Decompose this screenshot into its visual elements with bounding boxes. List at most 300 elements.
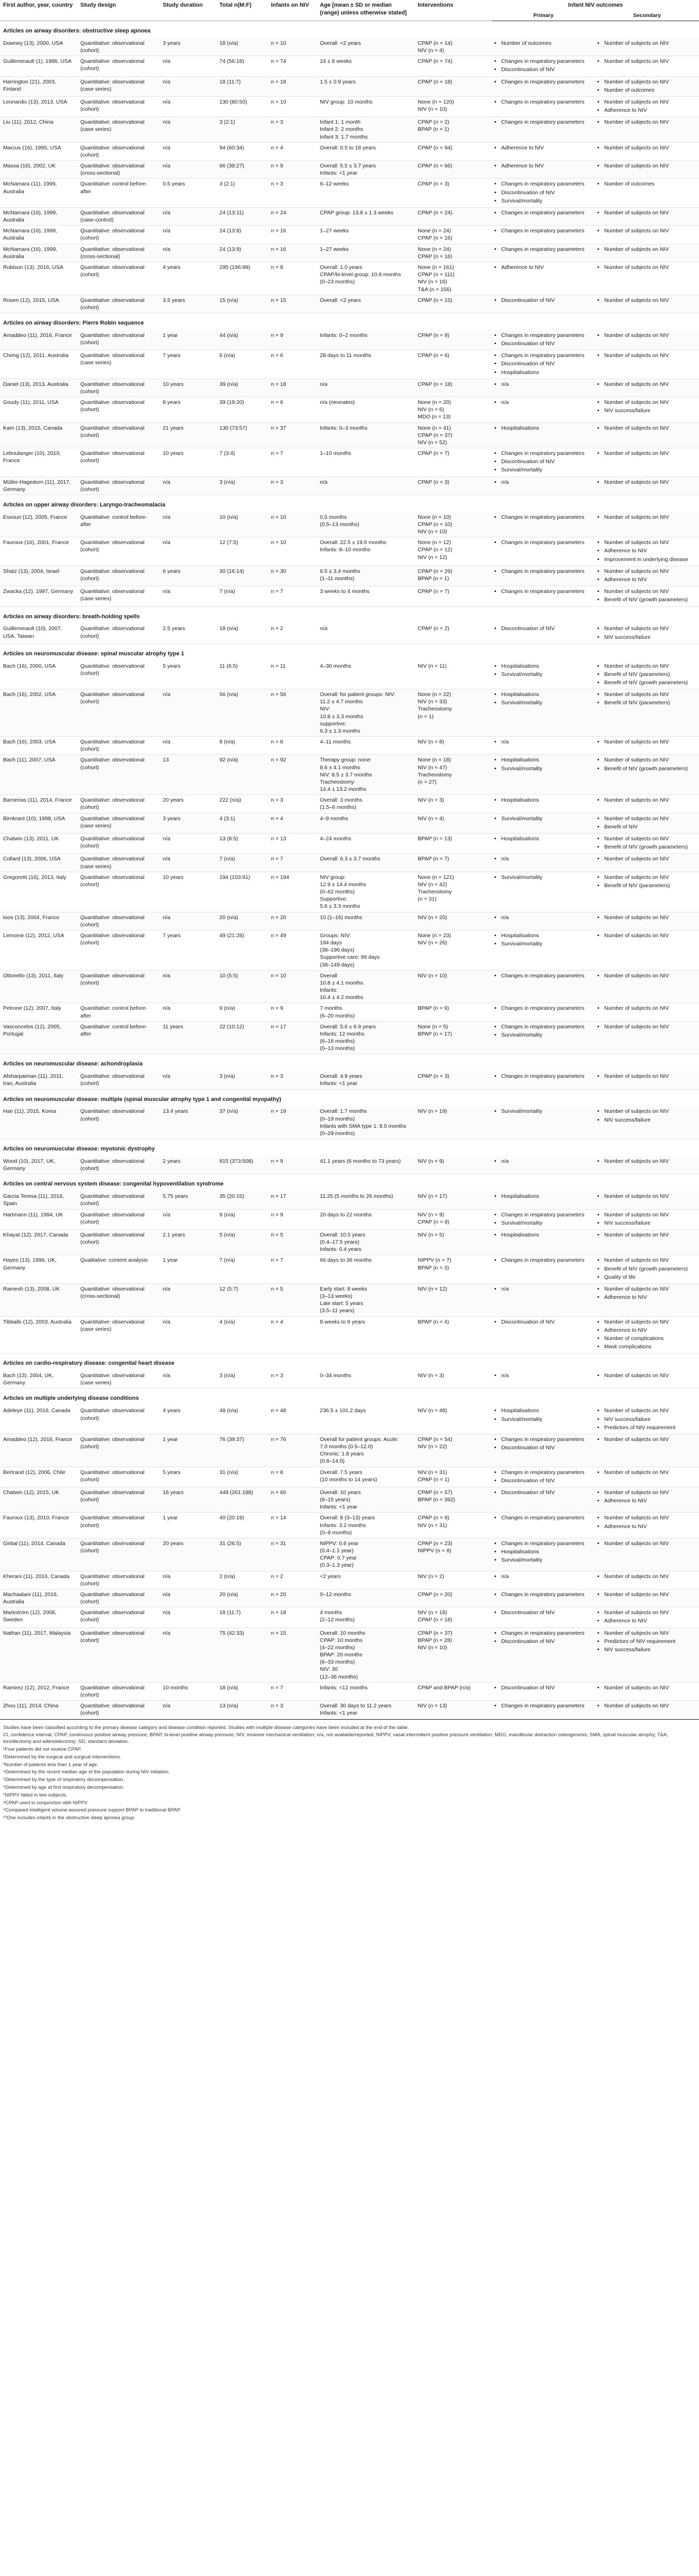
cell-infants: n = 74: [268, 56, 317, 76]
outcome-item: • Changes in respiratory parameters: [501, 58, 592, 65]
cell-age: Overall: for patient groups: NIV: 11.2 ± 4.7 months NIV: 10.8 ± 3.3 months supportive: 6.3 ± 1.3 months: [317, 689, 415, 737]
cell-design: Quantitative: observational (cohort): [77, 1191, 160, 1209]
cell-age: Overall: 5.6 ± 6.9 years Infants: 12 months (6–18 months) (0–13 months): [317, 1021, 415, 1054]
outcome-item: • Number of subjects on NIV: [604, 1211, 696, 1218]
cell-interventions: None (n = 120) NIV (n = 10): [415, 96, 492, 116]
cell-duration: n/a: [160, 586, 216, 606]
outcome-item: • Number of subjects on NIV: [604, 1591, 696, 1598]
table-row: [0, 56, 699, 76]
cell-design: Quantitative: observational (cohort): [77, 661, 160, 689]
cell-author: Rosen (12), 2015, USA: [0, 295, 77, 313]
outcome-item: • Quality of life: [604, 1274, 696, 1281]
cell-design: Quantitative: observational (case series): [77, 1370, 160, 1388]
primary-outcome-list: [495, 874, 592, 881]
table-row: [0, 813, 699, 833]
cell-design: Quantitative: observational (cohort): [77, 262, 160, 295]
cell-primary-outcomes: [492, 1209, 595, 1229]
outcome-item: • Benefit of NIV (parameters): [604, 671, 696, 678]
table-row: [0, 1370, 699, 1388]
cell-total: 2 (n/a): [216, 1571, 268, 1589]
cell-infants: n = 56: [268, 689, 317, 737]
cell-author: Wood (10), 2017, UK, Germany: [0, 1156, 77, 1174]
cell-primary-outcomes: [492, 755, 595, 795]
cell-design: Quantitative: control before-after: [77, 1021, 160, 1054]
cell-primary-outcomes: [492, 1434, 595, 1467]
outcome-item: • Hospitalisations: [501, 425, 592, 432]
primary-outcome-list: [495, 450, 592, 474]
secondary-outcome-list: [598, 568, 696, 583]
outcome-item: • Changes in respiratory parameters: [501, 1073, 592, 1080]
outcome-item: • Adherence to NIV: [604, 107, 696, 114]
secondary-outcome-list: [598, 691, 696, 706]
primary-outcome-list: [495, 1023, 592, 1039]
cell-age: <2 years: [317, 1571, 415, 1589]
cell-total: 18 (n/a): [216, 38, 268, 56]
table-row: [0, 1607, 699, 1628]
table-row: [0, 76, 699, 96]
primary-outcome-list: [495, 1540, 592, 1564]
cell-interventions: None (n = 12) CPAP (n = 12) NIV (n = 12): [415, 537, 492, 566]
secondary-outcome-list: [598, 264, 696, 271]
primary-outcome-list: [495, 588, 592, 595]
cell-total: 222 (n/a): [216, 795, 268, 813]
cell-age: Overall: <2 years: [317, 38, 415, 56]
cell-age: NIV group: 12.9 ± 14.4 months (0–62 months) Supportive: 5.6 ± 3.3 months: [317, 872, 415, 912]
table-row: [0, 422, 699, 448]
cell-duration: 13.4 years: [160, 1106, 216, 1139]
cell-total: 39 (n/a): [216, 379, 268, 397]
outcome-item: • Number of subjects on NIV: [604, 450, 696, 457]
cell-author: Bach (16), 2002, USA: [0, 689, 77, 737]
table-row: [0, 1071, 699, 1089]
cell-primary-outcomes: [492, 244, 595, 262]
cell-design: Quantitative: observational (case series): [77, 76, 160, 96]
primary-outcome-list: [495, 1193, 592, 1200]
cell-infants: n = 18: [268, 76, 317, 96]
cell-total: 92 (n/a): [216, 755, 268, 795]
cell-author: Adeleye (11), 2016, Canada: [0, 1405, 77, 1434]
outcome-item: • n/a: [501, 1573, 592, 1580]
secondary-outcome-list: [598, 1609, 696, 1624]
cell-primary-outcomes: [492, 448, 595, 477]
cell-interventions: CPAP (n = 7): [415, 586, 492, 606]
outcome-item: • Number of subjects on NIV: [604, 1469, 696, 1476]
outcome-item: • Discontinuation of NIV: [501, 458, 592, 465]
cell-author: Shatz (13), 2004, Israel: [0, 566, 77, 586]
outcome-item: • NIV success/failure: [604, 1416, 696, 1423]
outcome-item: • Survival/mortality: [501, 699, 592, 706]
cell-author: Petrone (12), 2007, Italy: [0, 1003, 77, 1021]
cell-infants: n = 7: [268, 854, 317, 872]
outcome-item: • Number of subjects on NIV: [604, 425, 696, 432]
primary-outcome-list: [495, 835, 592, 842]
cell-secondary-outcomes: [595, 1229, 699, 1255]
primary-outcome-list: [495, 972, 592, 979]
outcome-item: • Adherence to NIV: [604, 576, 696, 583]
cell-total: 48 (n/a): [216, 1405, 268, 1434]
secondary-outcome-list: [598, 972, 696, 979]
cell-age: 4 months (2–12 months): [317, 1607, 415, 1628]
cell-interventions: None (n = 41) CPAP (n = 37) NIV (n = 52): [415, 422, 492, 448]
cell-secondary-outcomes: [595, 1607, 699, 1628]
cell-total: 7 (n/a): [216, 854, 268, 872]
outcome-item: • Number of subjects on NIV: [604, 874, 696, 881]
outcome-item: • Discontinuation of NIV: [501, 66, 592, 73]
cell-primary-outcomes: [492, 1229, 595, 1255]
cell-interventions: NIV (n = 9): [415, 1156, 492, 1174]
cell-primary-outcomes: [492, 1467, 595, 1487]
table-row: [0, 244, 699, 262]
cell-infants: n = 7: [268, 1255, 317, 1284]
secondary-outcome-list: [598, 1489, 696, 1504]
outcome-item: • Changes in respiratory parameters: [501, 539, 592, 546]
outcome-item: • n/a: [501, 914, 592, 921]
secondary-outcome-list: [598, 479, 696, 486]
cell-total: 4 (n/a): [216, 1316, 268, 1353]
cell-duration: n/a: [160, 1071, 216, 1089]
cell-total: 35 (20:15): [216, 1191, 268, 1209]
table-row: [0, 142, 699, 160]
table-row: [0, 737, 699, 755]
cell-primary-outcomes: [492, 623, 595, 643]
outcome-item: • Survival/mortality: [501, 1416, 592, 1423]
cell-interventions: None (n = 24) CPAP (n = 16): [415, 244, 492, 262]
table-row: [0, 207, 699, 225]
cell-primary-outcomes: [492, 930, 595, 970]
cell-interventions: CPAP (n = 3): [415, 1071, 492, 1089]
cell-secondary-outcomes: [595, 422, 699, 448]
cell-total: 815 (373:508): [216, 1156, 268, 1174]
cell-infants: n = 9: [268, 330, 317, 350]
cell-infants: n = 10: [268, 96, 317, 116]
section-heading: [0, 1139, 699, 1156]
secondary-outcome-list: [598, 162, 696, 170]
cell-age: 0–34 months: [317, 1370, 415, 1388]
cell-age: 20 days to 22 months: [317, 1209, 415, 1229]
cell-author: Hayes (13), 1996, UK, Germany: [0, 1255, 77, 1284]
section-title: Articles on multiple underlying disease conditions: [0, 1388, 699, 1405]
primary-outcome-list: [495, 1489, 592, 1496]
primary-outcome-list: [495, 162, 592, 170]
cell-primary-outcomes: [492, 1701, 595, 1719]
cell-primary-outcomes: [492, 872, 595, 912]
secondary-outcome-list: [598, 1023, 696, 1030]
cell-secondary-outcomes: [595, 1571, 699, 1589]
cell-author: Nathan (11), 2017, Malaysia: [0, 1628, 77, 1682]
cell-primary-outcomes: [492, 1255, 595, 1284]
cell-design: Quantitative: observational (cohort): [77, 872, 160, 912]
outcome-item: • Changes in respiratory parameters: [501, 246, 592, 253]
cell-interventions: None (n = 23) NIV (n = 26): [415, 930, 492, 970]
primary-outcome-list: [495, 246, 592, 253]
cell-design: Quantitative: observational (cohort): [77, 1682, 160, 1700]
footnote: ¹Four patients did not receive CPAP.: [3, 1746, 82, 1752]
primary-outcome-list: [495, 815, 592, 822]
table-row: [0, 661, 699, 689]
outcome-item: • Discontinuation of NIV: [501, 1477, 592, 1484]
cell-author: Goudy (11), 2011, USA: [0, 397, 77, 423]
cell-primary-outcomes: [492, 76, 595, 96]
cell-total: 10 (5:5): [216, 970, 268, 1003]
outcome-item: • n/a: [501, 1372, 592, 1379]
cell-age: Overall for patient groups: Acute: 7.0 months (0.5–12.0) Chronic: 1.8 years (0.8–14.0): [317, 1434, 415, 1467]
cell-total: 39 (19:20): [216, 397, 268, 423]
section-title: Articles on cardio-respiratory disease: congenital heart disease: [0, 1353, 699, 1370]
cell-age: 11.25 (5 months to 26 months): [317, 1191, 415, 1209]
cell-secondary-outcomes: [595, 1283, 699, 1316]
secondary-outcome-list: [598, 874, 696, 889]
section-heading: [0, 1388, 699, 1405]
cell-age: NIPPV: 0.6 year (0.4–1.1 year) CPAP: 0.7 year (0.3–1.3 year): [317, 1538, 415, 1571]
cell-primary-outcomes: [492, 262, 595, 295]
section-title: Articles on airway disorders: obstructive sleep apnoea: [0, 21, 699, 38]
outcome-item: • Number of subjects on NIV: [604, 144, 696, 151]
cell-author: Liu (11), 2012, China: [0, 117, 77, 143]
cell-author: Harrington (21), 2003, Finland: [0, 76, 77, 96]
cell-infants: n = 11: [268, 661, 317, 689]
cell-design: Quantitative: observational (cohort): [77, 1538, 160, 1571]
cell-primary-outcomes: [492, 1628, 595, 1682]
secondary-outcome-list: [598, 1407, 696, 1431]
cell-design: Quantitative: observational (cohort): [77, 1434, 160, 1467]
table-row: [0, 1316, 699, 1353]
header-primary: Primary: [492, 10, 595, 21]
cell-interventions: BPAP (n = 13): [415, 833, 492, 853]
cell-secondary-outcomes: [595, 970, 699, 1003]
cell-secondary-outcomes: [595, 1191, 699, 1209]
outcome-item: • Number of subjects on NIV: [604, 78, 696, 86]
cell-secondary-outcomes: [595, 379, 699, 397]
cell-duration: 20 years: [160, 1538, 216, 1571]
outcome-item: • Adherence to NIV: [501, 162, 592, 170]
cell-total: 75 (42:33): [216, 1628, 268, 1682]
table-row: [0, 755, 699, 795]
cell-primary-outcomes: [492, 833, 595, 853]
cell-interventions: NIV (n = 18) CPAP (n = 18): [415, 1607, 492, 1628]
secondary-outcome-list: [598, 1630, 696, 1654]
cell-interventions: CPAP (n = 24): [415, 207, 492, 225]
primary-outcome-list: [495, 98, 592, 106]
cell-interventions: NIV (n = 20): [415, 912, 492, 930]
outcome-item: • Number of subjects on NIV: [604, 1257, 696, 1264]
cell-age: n/a: [317, 623, 415, 643]
cell-author: Amaddeo (11), 2016, France: [0, 330, 77, 350]
cell-interventions: None (n = 5) BPAP (n = 17): [415, 1021, 492, 1054]
primary-outcome-list: [495, 1108, 592, 1115]
cell-total: 24 (13:8): [216, 226, 268, 244]
cell-duration: 6 years: [160, 566, 216, 586]
cell-author: Chatwin (13), 2011, UK: [0, 833, 77, 853]
cell-author: Guilleminault (1), 1986, USA: [0, 56, 77, 76]
cell-secondary-outcomes: [595, 1316, 699, 1353]
table-row: [0, 117, 699, 143]
primary-outcome-list: [495, 209, 592, 216]
cell-infants: n = 3: [268, 117, 317, 143]
cell-age: 4–24 months: [317, 833, 415, 853]
primary-outcome-list: [495, 479, 592, 486]
cell-secondary-outcomes: [595, 1434, 699, 1467]
outcome-item: • Number of subjects on NIV: [604, 264, 696, 271]
cell-total: 5 (n/a): [216, 1229, 268, 1255]
table-row: [0, 1255, 699, 1284]
cell-interventions: CPAP (n = 2): [415, 623, 492, 643]
table-row: [0, 1191, 699, 1209]
secondary-outcome-list: [598, 1684, 696, 1691]
header-total: Total n(M:F): [219, 2, 252, 8]
cell-secondary-outcomes: [595, 262, 699, 295]
secondary-outcome-list: [598, 1469, 696, 1476]
primary-outcome-list: [495, 1231, 592, 1239]
section-title: Articles on neuromuscular disease: myotonic dystrophy: [0, 1139, 699, 1156]
cell-primary-outcomes: [492, 970, 595, 1003]
outcome-item: • Hospitalisations: [501, 369, 592, 376]
cell-total: 49 (21:28): [216, 930, 268, 970]
cell-age: 6.5 ± 3.4 months (1–11 months): [317, 566, 415, 586]
cell-interventions: NIV (n = 5): [415, 1229, 492, 1255]
cell-age: 1–27 weeks: [317, 244, 415, 262]
cell-primary-outcomes: [492, 689, 595, 737]
cell-author: Bertrand (12), 2006, Chile: [0, 1467, 77, 1487]
cell-age: Infants: 0–2 months: [317, 330, 415, 350]
footnote: ⁵Determined by the type of respiratory decompensation.: [3, 1777, 125, 1783]
outcome-item: • Survival/mortality: [501, 671, 592, 678]
header-interventions: Interventions: [418, 2, 454, 8]
cell-duration: n/a: [160, 537, 216, 566]
cell-interventions: CPAP (n = 23) NIPPV (n = 8): [415, 1538, 492, 1571]
table-row: [0, 262, 699, 295]
cell-author: Bach (16), 2000, USA: [0, 661, 77, 689]
cell-design: Quantitative: observational (cohort): [77, 1701, 160, 1719]
secondary-outcome-list: [598, 98, 696, 114]
section-title: Articles on neuromuscular disease: achondroplasia: [0, 1054, 699, 1071]
cell-interventions: NIV (n = 11): [415, 661, 492, 689]
cell-duration: n/a: [160, 1628, 216, 1682]
cell-age: 66 days to 36 months: [317, 1255, 415, 1284]
cell-total: 18 (11:7): [216, 76, 268, 96]
outcome-item: • Number of subjects on NIV: [604, 1193, 696, 1200]
outcome-item: • Number of subjects on NIV: [604, 1540, 696, 1547]
secondary-outcome-list: [598, 144, 696, 151]
cell-infants: n = 8: [268, 1467, 317, 1487]
cell-age: Overall: 3 months (1.5–6 months): [317, 795, 415, 813]
cell-author: Fauroux (16), 2001, France: [0, 537, 77, 566]
outcome-item: • Changes in respiratory parameters: [501, 209, 592, 216]
cell-author: Markström (12), 2008, Sweden: [0, 1607, 77, 1628]
outcome-item: • n/a: [501, 1158, 592, 1165]
cell-total: 130 (80:50): [216, 96, 268, 116]
cell-infants: n = 4: [268, 813, 317, 833]
outcome-item: • Discontinuation of NIV: [501, 1684, 592, 1691]
table-row: [0, 1589, 699, 1607]
cell-secondary-outcomes: [595, 56, 699, 76]
cell-secondary-outcomes: [595, 537, 699, 566]
primary-outcome-list: [495, 1702, 592, 1709]
cell-age: 1–27 weeks: [317, 226, 415, 244]
outcome-item: • Number of subjects on NIV: [604, 1489, 696, 1496]
outcome-item: • Discontinuation of NIV: [501, 340, 592, 347]
cell-design: Quantitative: observational (cohort): [77, 1487, 160, 1513]
primary-outcome-list: [495, 756, 592, 772]
cell-duration: 1 year: [160, 1434, 216, 1467]
primary-outcome-list: [495, 1684, 592, 1691]
cell-primary-outcomes: [492, 1071, 595, 1089]
primary-outcome-list: [495, 118, 592, 126]
cell-total: 4 (3:1): [216, 813, 268, 833]
cell-age: 41.1 years (6 months to 73 years): [317, 1156, 415, 1174]
primary-outcome-list: [495, 180, 592, 205]
cell-primary-outcomes: [492, 379, 595, 397]
secondary-outcome-list: [598, 1514, 696, 1530]
outcome-item: • Changes in respiratory parameters: [501, 180, 592, 188]
cell-total: 13 (n/a): [216, 1701, 268, 1719]
outcome-item: • NIV success/failure: [604, 1646, 696, 1653]
cell-secondary-outcomes: [595, 1209, 699, 1229]
cell-primary-outcomes: [492, 1571, 595, 1589]
secondary-outcome-list: [598, 1591, 696, 1598]
primary-outcome-list: [495, 1318, 592, 1326]
cell-author: Downey (13), 2000, USA: [0, 38, 77, 56]
cell-interventions: None (n = 24) CPAP (n = 16): [415, 226, 492, 244]
cell-infants: n = 3: [268, 1701, 317, 1719]
outcome-item: • Changes in respiratory parameters: [501, 227, 592, 234]
cell-primary-outcomes: [492, 586, 595, 606]
cell-duration: n/a: [160, 1701, 216, 1719]
secondary-outcome-list: [598, 1211, 696, 1227]
cell-total: 40 (20:19): [216, 1513, 268, 1538]
cell-design: Quantitative: observational (cohort): [77, 737, 160, 755]
outcome-item: • Changes in respiratory parameters: [501, 352, 592, 359]
outcome-item: • Predictors of NIV requirement: [604, 1638, 696, 1645]
primary-outcome-list: [495, 1158, 592, 1165]
primary-outcome-list: [495, 1407, 592, 1422]
primary-outcome-list: [495, 663, 592, 678]
primary-outcome-list: [495, 352, 592, 376]
cell-interventions: CPAP (n = 2) BPAP (n = 1): [415, 117, 492, 143]
cell-design: Quantitative: observational (cohort): [77, 295, 160, 313]
cell-duration: n/a: [160, 207, 216, 225]
secondary-outcome-list: [598, 381, 696, 388]
table-row: [0, 1628, 699, 1682]
outcome-item: • Number of subjects on NIV: [604, 756, 696, 764]
section-heading: [0, 495, 699, 512]
cell-infants: n = 18: [268, 379, 317, 397]
outcome-item: • Number of subjects on NIV: [604, 297, 696, 304]
outcome-item: • Number of subjects on NIV: [604, 932, 696, 939]
cell-primary-outcomes: [492, 1682, 595, 1700]
cell-age: 24 ± 8 weeks: [317, 56, 415, 76]
cell-total: 9 (n/a): [216, 1209, 268, 1229]
cell-duration: n/a: [160, 1283, 216, 1316]
cell-primary-outcomes: [492, 295, 595, 313]
footnote: ³Number of patients less than 1 year of age.: [3, 1761, 98, 1768]
outcome-item: • Benefit of NIV (parameters): [604, 699, 696, 706]
secondary-outcome-list: [598, 756, 696, 772]
cell-design: Quantitative: control before-after: [77, 1003, 160, 1021]
table-row: [0, 1682, 699, 1700]
cell-interventions: CPAP (n = 7): [415, 448, 492, 477]
cell-primary-outcomes: [492, 330, 595, 350]
cell-age: Therapy group: none: 8.6 ± 4.1 months NIV: 8.5 ± 3.7 months Tracheostomy: 14.4 ± 13.2 months: [317, 755, 415, 795]
cell-author: Leonardis (13), 2013, USA: [0, 96, 77, 116]
cell-duration: n/a: [160, 76, 216, 96]
table-row: [0, 397, 699, 423]
cell-author: Kherani (11), 2016, Canada: [0, 1571, 77, 1589]
outcome-item: • Changes in respiratory parameters: [501, 1211, 592, 1218]
cell-interventions: None (n = 22) NIV (n = 33) Tracheostomy (n = 1): [415, 689, 492, 737]
cell-interventions: CPAP (n = 3): [415, 477, 492, 495]
cell-duration: 1 year: [160, 1255, 216, 1284]
outcome-item: • Changes in respiratory parameters: [501, 568, 592, 575]
